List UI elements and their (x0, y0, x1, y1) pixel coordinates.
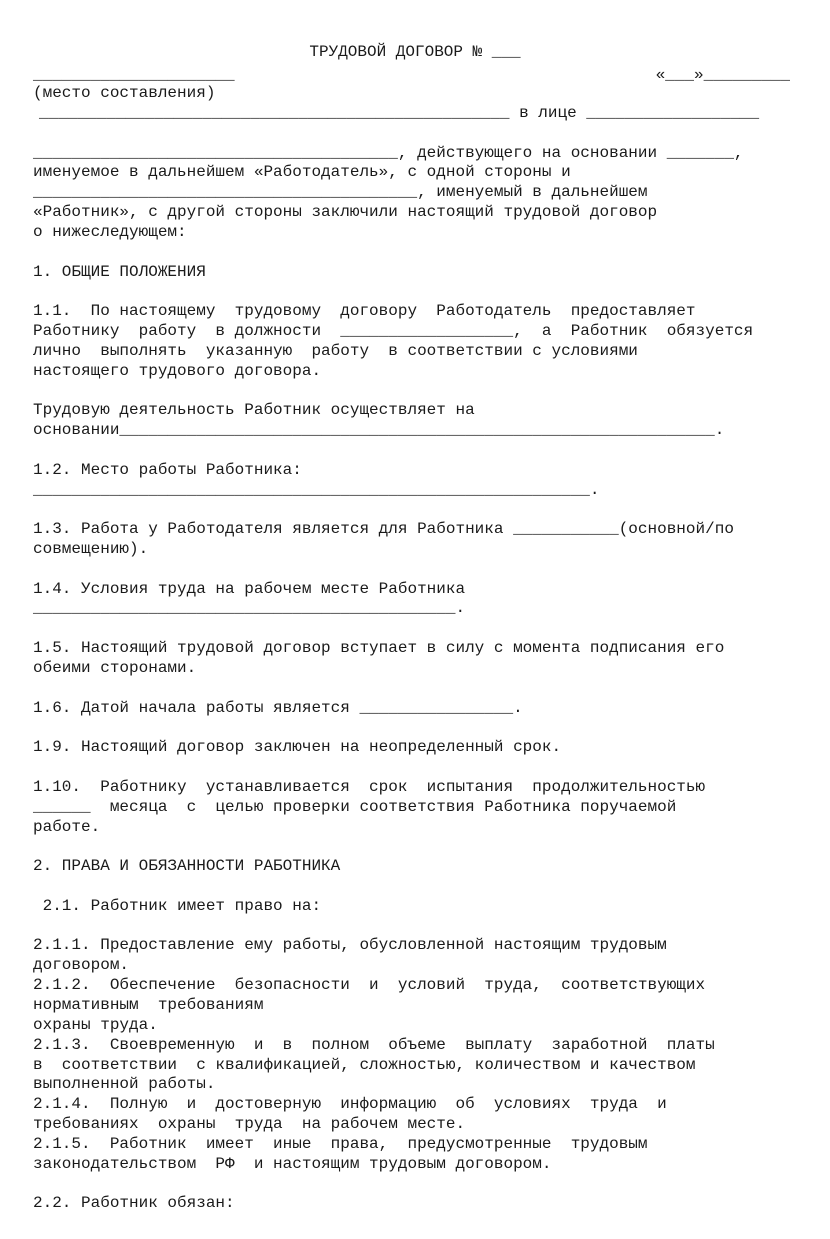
clause-2-1-1-line-1: 2.1.1. Предоставление ему работы, обусловленной настоящим трудовым (33, 936, 667, 954)
clause-1-3-line-1: 1.3. Работа у Работодателя является для Работника ___________(основной/по (33, 520, 734, 538)
date-line: «___»_________ (655, 66, 790, 84)
clause-1-10-line-1: 1.10. Работнику устанавливается срок испытания продолжительностью (33, 778, 706, 796)
clause-2-1-2-line-2: нормативным требованиям (33, 996, 264, 1014)
clause-2-1-4-line-1: 2.1.4. Полную и достоверную информацию об условиях труда и (33, 1095, 667, 1113)
clause-1-1-line-1: 1.1. По настоящему трудовому договору Работодатель предоставляет (33, 302, 696, 320)
clause-2-1-2-line-1: 2.1.2. Обеспечение безопасности и условий труда, соответствующих (33, 976, 706, 994)
place-label: (место составления) (33, 84, 216, 102)
parties-line-2: ______________________________________, действующего на основании _______, (33, 144, 744, 162)
parties-line-5: «Работник», с другой стороны заключили настоящий трудовой договор (33, 203, 658, 221)
clause-1-1-line-3: лично выполнять указанную работу в соответствии с условиями (33, 342, 638, 360)
clause-1-4-line-2: ____________________________________________. (33, 599, 466, 617)
clause-1-4-line-1: 1.4. Условия труда на рабочем месте Работника (33, 580, 466, 598)
clause-2-1-5-line-2: законодательством РФ и настоящим трудовым договором. (33, 1155, 552, 1173)
document-title: ТРУДОВОЙ ДОГОВОР № ___ (309, 43, 521, 61)
parties-line-3: именуемое в дальнейшем «Работодатель», с одной стороны и (33, 163, 571, 181)
clause-1-1-line-4: настоящего трудового договора. (33, 362, 322, 380)
parties-line-6: о нижеследующем: (33, 223, 187, 241)
parties-line-4: ________________________________________, именуемый в дальнейшем (33, 183, 648, 201)
clause-1-5-line-2: обеими сторонами. (33, 659, 197, 677)
parties-line-1: _________________________________________________ в лице __________________ (39, 104, 760, 122)
clause-2-1-1-line-2: договором. (33, 956, 130, 974)
clause-1-2-line-1: 1.2. Место работы Работника: (33, 461, 302, 479)
clause-2-1-4-line-2: требованиях охраны труда на рабочем месте. (33, 1115, 466, 1133)
clause-2-1-3-line-3: выполненной работы. (33, 1075, 216, 1093)
clause-2-1-2-line-3: охраны труда. (33, 1016, 158, 1034)
clause-1-2-line-2: __________________________________________________________. (33, 481, 600, 499)
clause-1-3-line-2: совмещению). (33, 540, 149, 558)
clause-1-10-line-3: работе. (33, 818, 101, 836)
clause-2-1-3-line-1: 2.1.3. Своевременную и в полном объеме выплату заработной платы (33, 1036, 715, 1054)
clause-1-1-line-2: Работнику работу в должности __________________, а Работник обязуется (33, 322, 754, 340)
clause-1-9: 1.9. Настоящий договор заключен на неопределенный срок. (33, 738, 562, 756)
section-heading-rights: 2. ПРАВА И ОБЯЗАННОСТИ РАБОТНИКА (33, 857, 341, 875)
clause-2-2: 2.2. Работник обязан: (33, 1194, 235, 1212)
clause-1-6: 1.6. Датой начала работы является ________________. (33, 699, 523, 717)
clause-2-1-5-line-1: 2.1.5. Работник имеет иные права, предусмотренные трудовым (33, 1135, 648, 1153)
section-heading-general: 1. ОБЩИЕ ПОЛОЖЕНИЯ (33, 263, 206, 281)
clause-2-1-3-line-2: в соответствии с квалификацией, сложностью, количеством и качеством (33, 1056, 696, 1074)
clause-1-10-line-2: ______ месяца с целью проверки соответствия Работника поручаемой (33, 798, 677, 816)
basis-line-1: Трудовую деятельность Работник осуществляет на (33, 401, 475, 419)
place-blank: _____________________ (33, 66, 235, 84)
basis-line-2: основании______________________________________________________________. (33, 421, 725, 439)
clause-2-1: 2.1. Работник имеет право на: (33, 897, 322, 915)
clause-1-5-line-1: 1.5. Настоящий трудовой договор вступает в силу с момента подписания его (33, 639, 725, 657)
